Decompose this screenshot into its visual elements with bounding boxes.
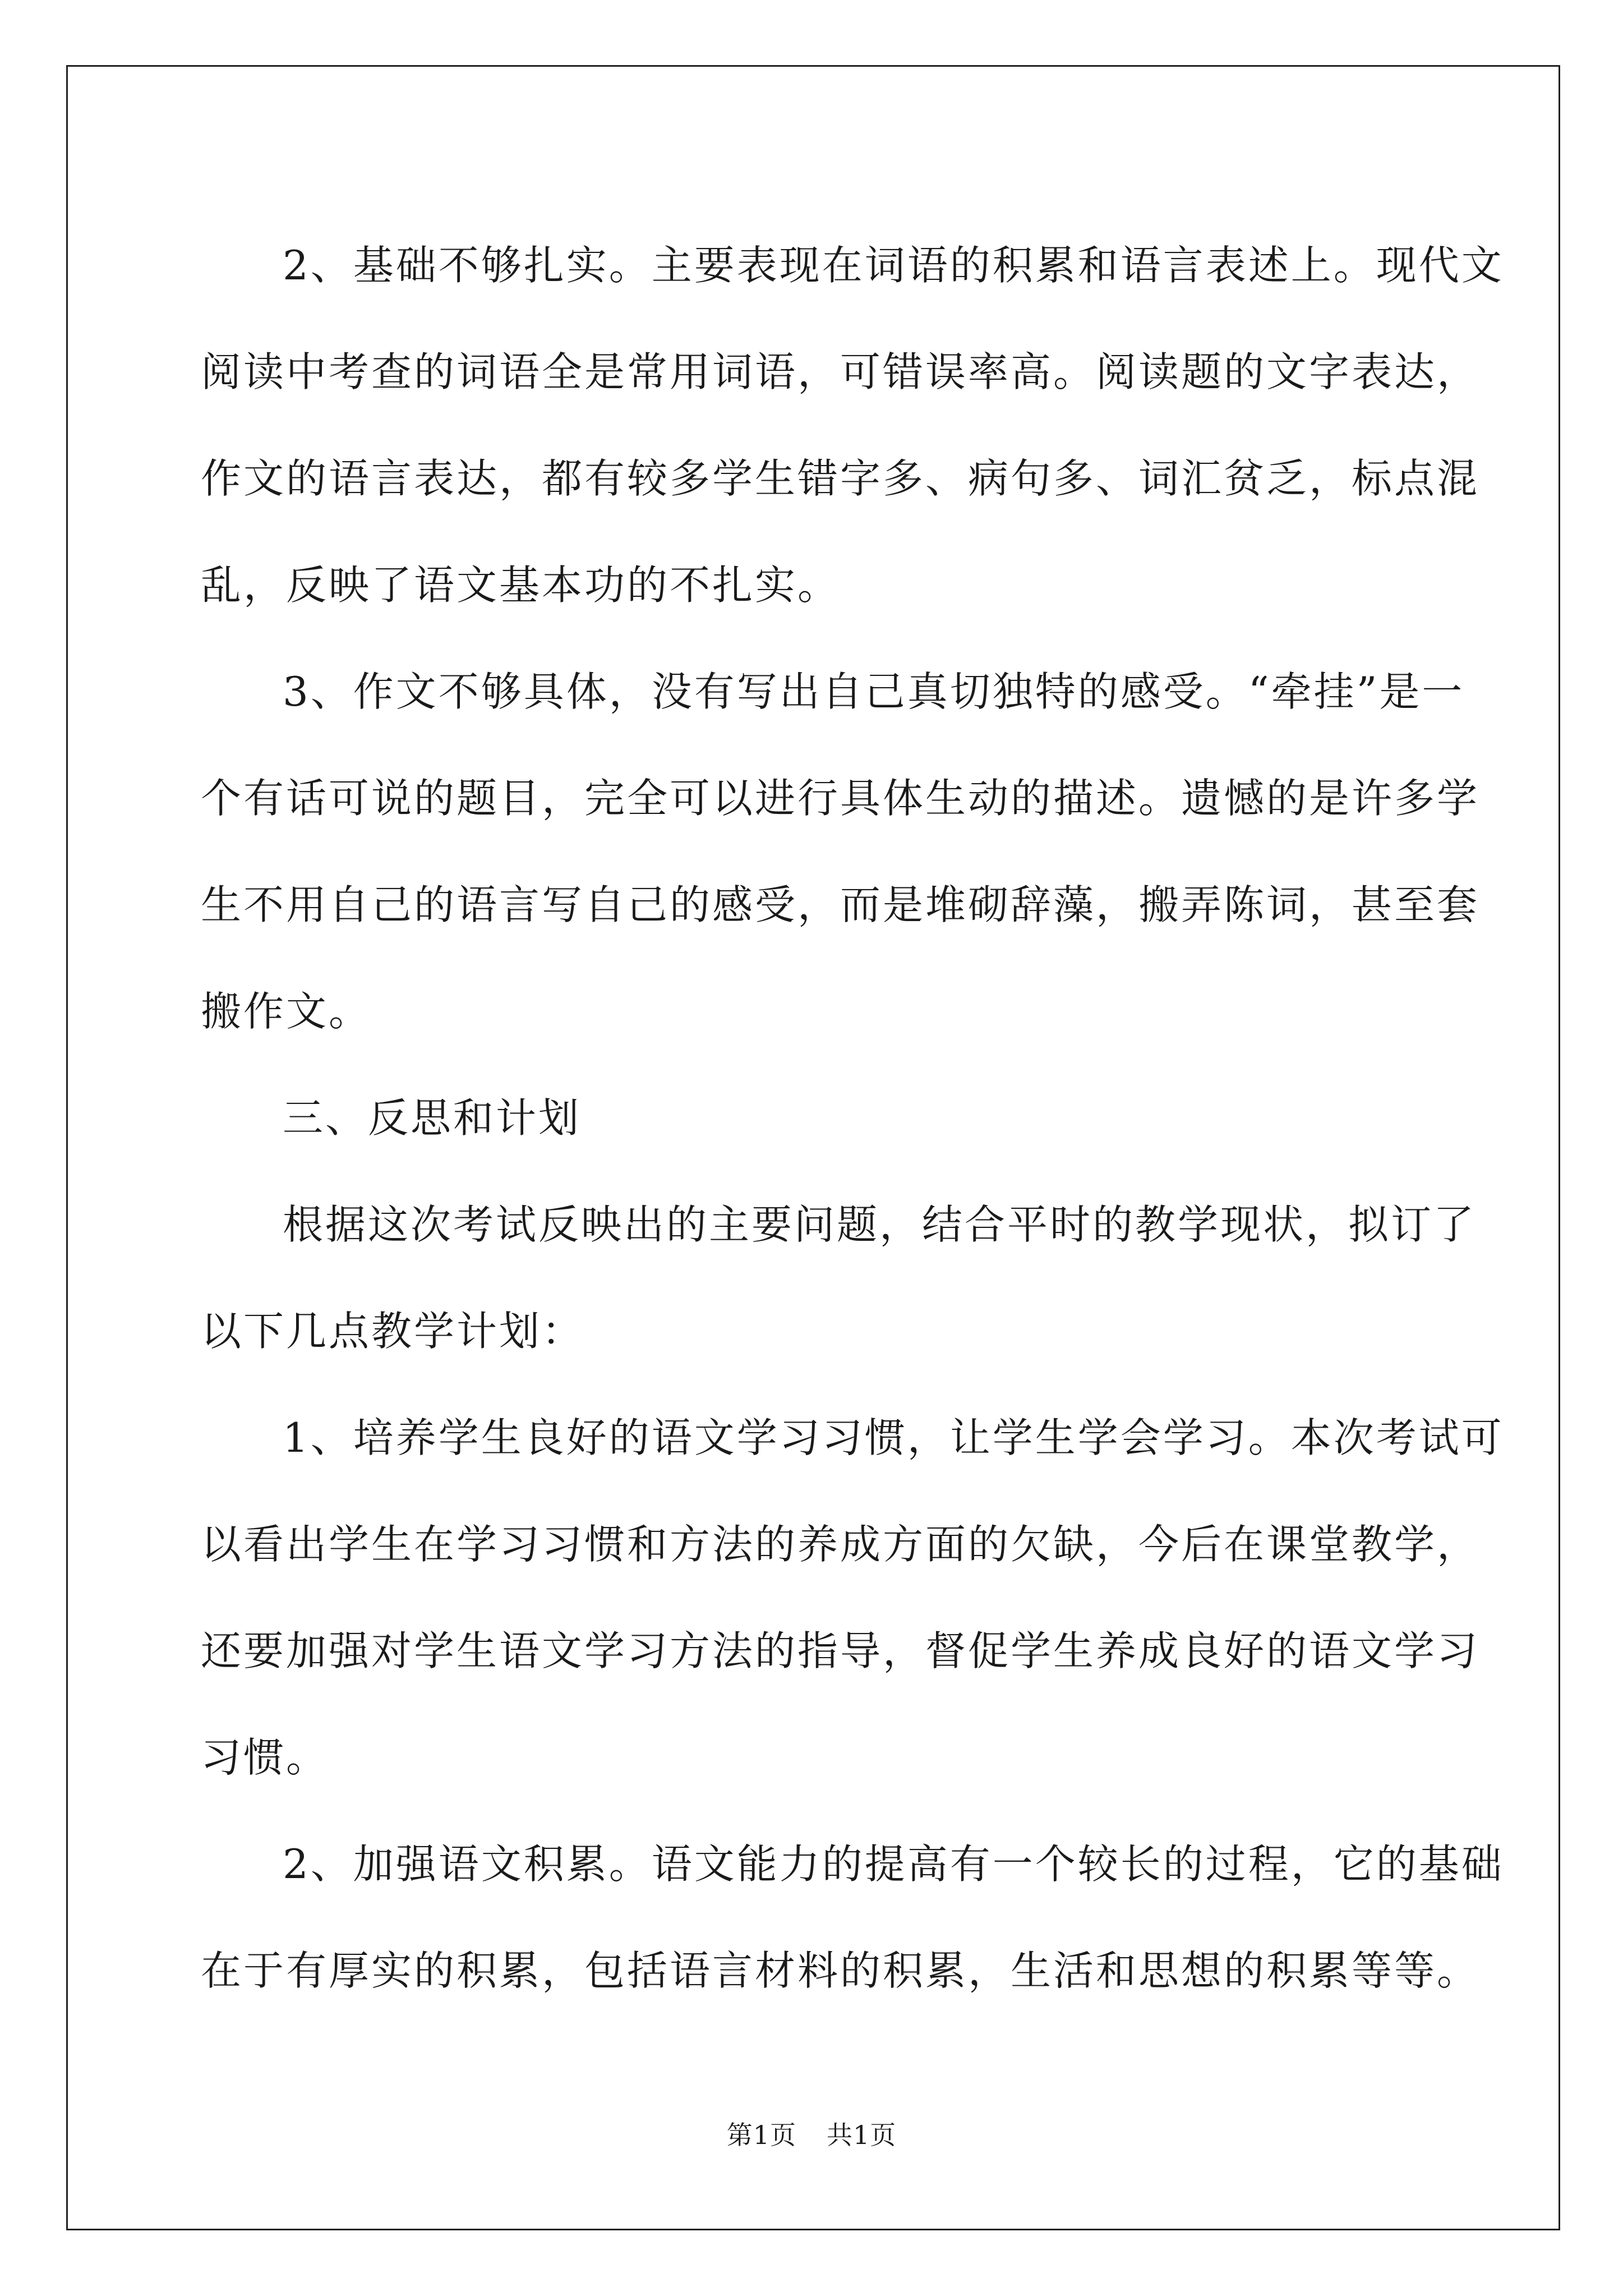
paragraph-line: 个有话可说的题目，完全可以进行具体生动的描述。遗憾的是许多学 [201, 775, 1480, 822]
paragraph-line: 以看出学生在学习习惯和方法的养成方面的欠缺，今后在课堂教学， [201, 1521, 1480, 1568]
paragraph-line: 乱，反映了语文基本功的不扎实。 [201, 562, 841, 609]
paragraph-line: 搬作文。 [201, 988, 372, 1035]
document-body [201, 212, 1504, 2024]
page-footer [0, 2115, 1623, 2152]
paragraph-line: 在于有厚实的积累，包括语言材料的积累，生活和思想的积累等等。 [201, 1947, 1480, 1994]
paragraph-line: 生不用自己的语言写自己的感受，而是堆砌辞藻，搬弄陈词，甚至套 [201, 881, 1480, 928]
paragraph-line: 根据这次考试反映出的主要问题，结合平时的教学现状，拟订了 [283, 1201, 1477, 1248]
paragraph-line: 3、作文不够具体，没有写出自己真切独特的感受。“牵挂”是一 [283, 668, 1465, 715]
paragraph-line: 阅读中考查的词语全是常用词语，可错误率高。阅读题的文字表达， [201, 348, 1480, 395]
page-number: 第1页 [726, 2120, 796, 2150]
paragraph-line: 2、加强语文积累。语文能力的提高有一个较长的过程，它的基础 [283, 1841, 1504, 1888]
paragraph-line: 1、培养学生良好的语文学习习惯，让学生学会学习。本次考试可 [283, 1414, 1504, 1461]
total-pages: 共1页 [827, 2120, 897, 2150]
paragraph-line: 习惯。 [201, 1734, 329, 1781]
section-heading: 三、反思和计划 [283, 1094, 582, 1142]
paragraph-line: 还要加强对学生语文学习方法的指导，督促学生养成良好的语文学习 [201, 1627, 1480, 1674]
paragraph-line: 以下几点教学计划： [201, 1308, 585, 1355]
paragraph-line: 2、基础不够扎实。主要表现在词语的积累和语言表述上。现代文 [283, 242, 1504, 289]
paragraph-line: 作文的语言表达，都有较多学生错字多、病句多、词汇贫乏，标点混 [201, 455, 1480, 502]
